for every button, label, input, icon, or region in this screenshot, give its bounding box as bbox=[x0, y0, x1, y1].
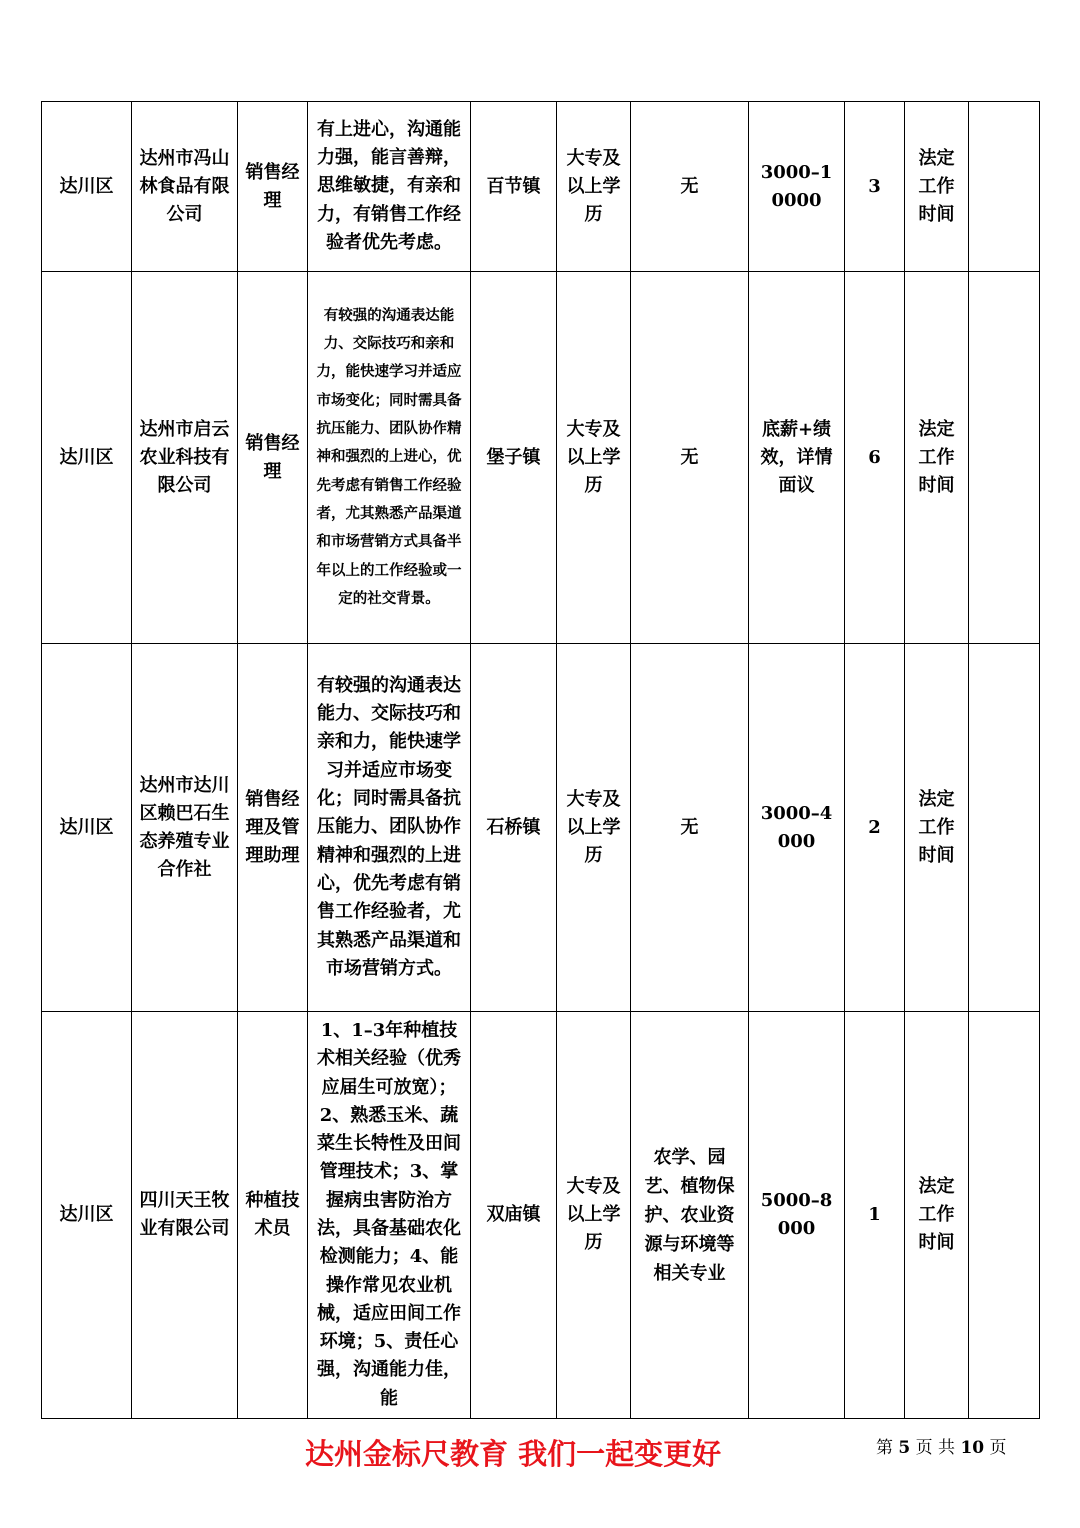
salary-cell: 3000–4000 bbox=[749, 644, 845, 1012]
hours-cell: 法定工作时间 bbox=[905, 272, 969, 644]
major-cell: 无 bbox=[631, 272, 749, 644]
major-cell: 无 bbox=[631, 102, 749, 272]
page-suffix: 页 bbox=[989, 1438, 1007, 1458]
position-cell: 销售经理 bbox=[238, 102, 308, 272]
salary-cell: 3000–10000 bbox=[749, 102, 845, 272]
salary-cell: 底薪+绩效，详情面议 bbox=[749, 272, 845, 644]
district-cell: 达川区 bbox=[42, 102, 132, 272]
page-middle: 页 共 bbox=[915, 1438, 956, 1458]
hours-cell: 法定工作时间 bbox=[905, 102, 969, 272]
position-cell: 销售经理 bbox=[238, 272, 308, 644]
table-row bbox=[42, 102, 1040, 272]
table-row bbox=[42, 1012, 1040, 1419]
company-cell: 达州市达川区赖巴石生态养殖专业合作社 bbox=[132, 644, 238, 1012]
company-cell: 达州市启云农业科技有限公司 bbox=[132, 272, 238, 644]
job-table bbox=[41, 101, 1040, 1419]
major-cell: 无 bbox=[631, 644, 749, 1012]
major-cell: 农学、园艺、植物保护、农业资源与环境等相关专业 bbox=[631, 1012, 749, 1419]
table-row bbox=[42, 644, 1040, 1012]
requirements-cell: 1、1–3年种植技术相关经验（优秀应届生可放宽）；2、熟悉玉米、蔬菜生长特性及田间管理技术；3、掌握病虫害防治方法，具备基础农化检测能力；4、能操作常见农业机械，适应田间工作环境；5、责任心强，沟通能力佳，能 bbox=[308, 1012, 471, 1419]
table-row bbox=[42, 272, 1040, 644]
district-cell: 达川区 bbox=[42, 644, 132, 1012]
count-cell: 1 bbox=[845, 1012, 905, 1419]
location-cell: 百节镇 bbox=[471, 102, 557, 272]
location-cell: 堡子镇 bbox=[471, 272, 557, 644]
hours-cell: 法定工作时间 bbox=[905, 1012, 969, 1419]
location-cell: 双庙镇 bbox=[471, 1012, 557, 1419]
district-cell: 达川区 bbox=[42, 272, 132, 644]
company-cell: 达州市冯山林食品有限公司 bbox=[132, 102, 238, 272]
count-cell: 2 bbox=[845, 644, 905, 1012]
requirements-cell: 有较强的沟通表达能力、交际技巧和亲和力，能快速学习并适应市场变化；同时需具备抗压能力、团队协作精神和强烈的上进心，优先考虑有销售工作经验者，尤其熟悉产品渠道和市场营销方式具备半年以上的工作经验或一定的社交背景。 bbox=[308, 272, 471, 644]
requirements-cell: 有较强的沟通表达能力、交际技巧和亲和力，能快速学习并适应市场变化；同时需具备抗压能力、团队协作精神和强烈的上进心，优先考虑有销售工作经验者，尤其熟悉产品渠道和市场营销方式。 bbox=[308, 644, 471, 1012]
page-number bbox=[876, 1436, 1007, 1460]
location-cell: 石桥镇 bbox=[471, 644, 557, 1012]
count-cell: 3 bbox=[845, 102, 905, 272]
education-cell: 大专及以上学历 bbox=[557, 1012, 631, 1419]
company-cell: 四川天王牧业有限公司 bbox=[132, 1012, 238, 1419]
remark-cell bbox=[969, 644, 1040, 1012]
position-cell: 销售经理及管理助理 bbox=[238, 644, 308, 1012]
page-total: 10 bbox=[960, 1438, 985, 1458]
district-cell: 达川区 bbox=[42, 1012, 132, 1419]
salary-cell: 5000–8000 bbox=[749, 1012, 845, 1419]
hours-cell: 法定工作时间 bbox=[905, 644, 969, 1012]
count-cell: 6 bbox=[845, 272, 905, 644]
remark-cell bbox=[969, 1012, 1040, 1419]
remark-cell bbox=[969, 102, 1040, 272]
remark-cell bbox=[969, 272, 1040, 644]
education-cell: 大专及以上学历 bbox=[557, 272, 631, 644]
education-cell: 大专及以上学历 bbox=[557, 102, 631, 272]
page-prefix: 第 bbox=[876, 1438, 893, 1458]
position-cell: 种植技术员 bbox=[238, 1012, 308, 1419]
footer-slogan: 达州金标尺教育 我们一起变更好 bbox=[305, 1437, 722, 1471]
page-current: 5 bbox=[898, 1438, 911, 1458]
requirements-cell: 有上进心，沟通能力强，能言善辩，思维敏捷，有亲和力，有销售工作经验者优先考虑。 bbox=[308, 102, 471, 272]
education-cell: 大专及以上学历 bbox=[557, 644, 631, 1012]
